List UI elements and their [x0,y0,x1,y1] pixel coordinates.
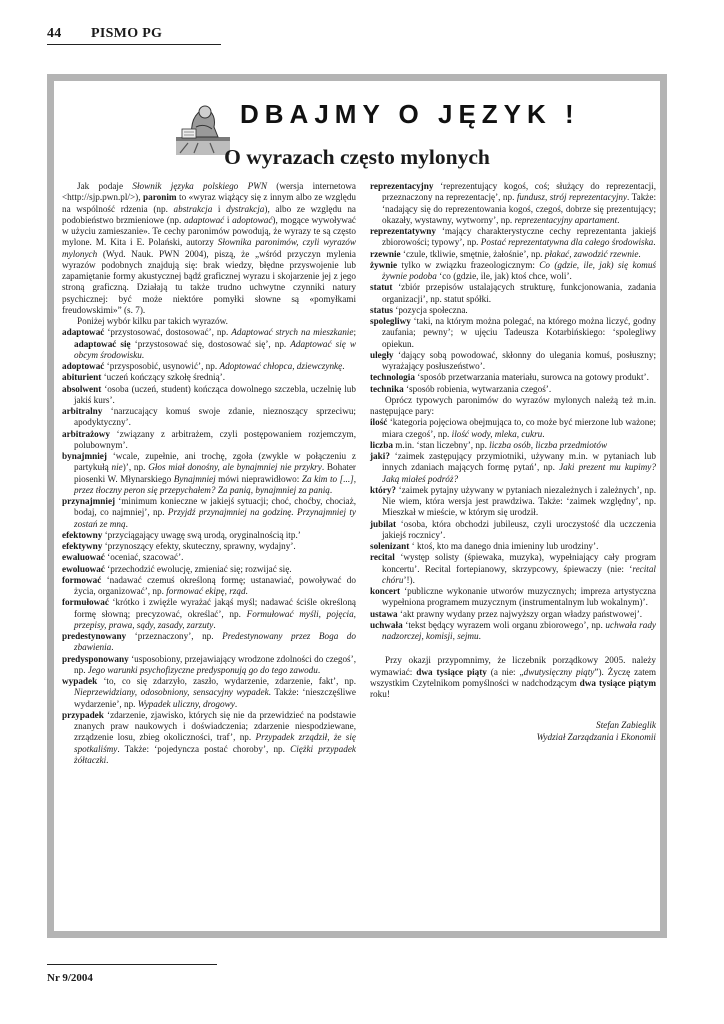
example-text: liczba osób, liczba przedmiotów [489,439,608,450]
example-text: Przypadek zrządził, że się spotkaliśmy [74,732,356,754]
text-run: ‘taki, na którym można polegać, na którego można liczyć, godny zaufania; pewny’; w ujęciu Tadeusza Kotarbińskiego: ‘spolegliwy opiekun. [382,316,656,349]
page-number: 44 [47,26,62,41]
text-run: ‘mający charakterystyczne cechy reprezentanta jakiejś zbiorowości; typowy’, np. [382,226,656,248]
text-run: Wydział Zarządzania i Ekonomii [536,731,656,742]
author-affiliation [370,732,656,743]
example-text: formować ekipę, rząd [166,586,246,596]
text-run: ‘minimum konieczne w jakiejś sytuacji; choć, choćby, chociaż, bodaj, co najmniej’, np. [74,496,356,518]
example-text: Słownika paronimów, czyli wyrazów mylonych [62,237,356,259]
text-run: Oprócz typowych paronimów do wyrazów mylonych należą też m.in. następujące pary: [370,394,656,416]
example-text: reprezentacyjny apartament [514,214,618,225]
page-header [47,26,221,42]
text-run: (Wyd. Nauk. PWN 2004), piszą, że „wśród przyczyn mylenia wyrazów podobnych znajdują się: brak wiedzy, błędne przyswojenie lub zapamiętanie formy akustycznej bądź graficznej wyrazu i skojarzenie jej z jego stroną graficzną. Działają tu także trudno uchwytne czynniki natury psychicznej: być może niektóre pomyłki słowne są «pomyłkami freudowskimi»” (s. 7). [62,248,356,315]
text-run: . [213,619,216,630]
text-run: . [542,428,545,439]
footer-rule [47,964,217,965]
definition-entry [62,575,356,598]
text-run: ‘dający sobą powodować, skłonny do ulegania komuś, posłuszny; wyrażający posłuszeństwo’. [382,349,656,371]
headword: paronim [143,192,177,203]
headword: adoptować [62,361,105,371]
headword: przypadek [62,709,104,720]
definition-entry [62,552,356,563]
text-run: . [125,518,128,529]
definition-entry [370,451,656,485]
text-run: ‘zdarzenie, zjawisko, których się nie da przewidzieć na podstawie znanych praw naukowych i doświadczenia; zdarzenie niespodziewane, zrządzenie losu, zbieg okoliczności, traf’, np. [74,709,356,743]
definition-entry [370,485,656,519]
text-run: ), albo ze względu na podobieństwo brzmieniowe (np. [62,203,356,225]
example-text: Predestynowany przez Boga do zbawienia [74,631,356,653]
text-run: (wersja internetowa <http://sjp.pwn.pl/>), [62,181,356,203]
definition-entry [62,384,356,407]
example-text: Słownik języka polskiego PWN [132,181,267,191]
definition-entry [370,316,656,350]
definition-entry [62,327,356,361]
text-run: . [141,349,145,360]
text-run: . [617,214,620,225]
text-run: ‘tekst będący wyrazem woli organu zbiorowego’, np. [402,619,606,630]
headword: status [370,304,393,315]
article-title: O wyrazach często mylonych [224,145,490,169]
headword: jaki? [370,451,390,461]
text-run: . [317,664,321,675]
headword: uchwała [370,619,403,630]
headword: efektywny [62,541,103,551]
headword: dwa tysiące piąty [416,666,487,677]
headword: statut [370,282,393,293]
text-run: ‘osoba, która obchodzi jubileusz, czyli uroczystość dla uczczenia jakiejś rocznicy’. [382,518,656,540]
text-run: ‘przysposobić, usynowić’, np. [104,361,220,371]
definition-entry [62,631,356,654]
text-run: . Także: ‘nadający się do reprezentowania kogoś, czegoś, dobrze się prezentujący; okazały, wystawny, wytworny’, np. [382,192,657,225]
text-run: ‘narzucający komuś swoje zdanie, nieznoszący sprzeciwu; apodyktyczny’. [74,406,356,428]
headword: uległy [370,349,394,360]
headword: który? [370,484,397,495]
headword: technika [370,383,404,394]
text-run: . [234,698,238,709]
example-text: Adaptować się w obcym środowisku [74,338,356,360]
text-run: ‘związany z arbitrażem, czyli postępowaniem rozjemczym, polubownym’. [74,428,356,450]
headword: recital [370,552,395,563]
left-text-column [62,181,356,766]
text-run: . [111,642,114,653]
definition-entry [370,620,656,643]
definition-entry [62,710,356,766]
definition-entry [370,541,656,552]
headword: predestynowany [62,631,127,641]
text-run: . [245,586,248,596]
definition-entry [62,496,356,530]
text-run: ‘co (gdzie, ile, jak) ktoś chce, woli’. [436,271,572,281]
headword: reprezentatywny [370,226,436,236]
headword: technologia [370,372,415,383]
headword: liczba [370,439,393,450]
text-run: ”). Życzę zatem wszystkim Czytelnikom pomyślności w nadchodzącym [370,666,657,688]
example-text: Formułować myśli, pojęcia, przepisy, prawa, sądy, zasady, zarzuty [74,608,356,630]
definition-entry [370,552,656,586]
definition-entry [370,305,656,316]
text-run: . [106,754,109,765]
headword: ilość [370,417,388,428]
text-run: ‘przechodzić ewolucję, zmieniać się; rozwijać się. [104,563,292,574]
text-run: ‘usposobiony, przejawiający wrodzone zdolności do czegoś’, np. [74,653,356,675]
journal-name: PISMO PG [91,26,163,41]
article-frame [47,74,667,938]
headword: formułować [62,597,109,608]
headword: koncert [370,586,401,596]
text-run: . [478,631,481,641]
text-run: ‘nadawać czemuś określoną formę; ustanawiać, powoływać do życia, organizować’, np. [74,574,356,596]
example-text: Bynajmniej [173,473,216,484]
headword: formować [62,574,102,585]
definition-entry [370,282,656,305]
text-run: ‘przeznaczony’, np. [126,631,223,641]
text-run: ‘reprezentujący kogoś, coś; służący do reprezentacji, przeznaczony na reprezentację’, np. [382,181,656,203]
text-run: )’, np. [122,462,149,473]
headword: ewaluować [62,552,105,563]
headword: arbitralny [62,406,103,416]
text-run: ‘zaimek pytajny używany w pytaniach niezależnych i zależnych’, np. Nie wiem, która wersja jest prawdziwa. Także: ‘zaimek względny’, np. Mieszkał w mieście, w którym się urodził. [382,484,656,518]
definition-entry [370,226,656,249]
definition-entry [62,597,356,631]
headword: adaptować [62,327,105,338]
headword: dwa tysiące piątym [579,677,656,688]
text-run: . Także: ‘nieszczęśliwe wydarzenie’, np. [74,687,356,709]
header-rule [47,44,221,45]
example-text: Ciężki przypadek żółtaczki [74,743,356,765]
text-run: . Także: ‘pojedyncza postać choroby’, np. [117,743,291,754]
example-text: fundusz, strój reprezentacyjny [516,192,628,203]
text-run: Poniżej wybór kilku par takich wyrazów. [77,316,228,326]
definition-entry [370,586,656,609]
text-run: mówi nieprawidłowo: [215,473,302,484]
text-run: ‘przystosować, dostosować’, np. [104,327,232,338]
text-run: Jak podaje [77,181,133,191]
text-run: ‘przynoszący efekty, skuteczny, sprawny, wydajny’. [102,541,296,551]
example-text: adoptować [232,214,273,225]
example-text: Adaptować strych na mieszkanie [231,327,354,338]
text-run: ‘występ solisty (śpiewaka, muzyka), wypełniający cały program koncertu’. Recital fortepianowy, skrzypcowy, śpiewaczy (nie: ‘ [382,552,656,574]
right-text-column [370,181,656,743]
example-text: abstrakcja [173,203,213,214]
example-text: Nieprzewidziany, odosobniony, sensacyjny wypadek [74,687,269,698]
example-text: płakać, zawodzić rzewnie [544,248,639,259]
definition-entry [62,564,356,575]
text-run: . [329,484,333,495]
text-run: ‘zaimek zastępujący przymiotniki, używany m.in. w pytaniach lub innych zdaniach mających formę pytań’, np. [382,451,656,473]
example-text: uchwała rady nadzorczej, komisji, sejmu [382,619,656,641]
text-run: ‘wcale, zupełnie, ani trochę, zgoła (zwykle w połączeniu z partykułą [74,451,356,473]
definition-entry [370,609,656,620]
headword: ewoluować [62,563,105,574]
author-name [370,720,656,731]
headword: przynajmniej [62,496,116,506]
text-run: ‘sposób przetwarzania materiału, surowca na gotowy produkt’. [414,372,649,383]
body-paragraph [62,181,356,316]
headword: solenizant [370,541,410,551]
headword: wypadek [62,676,98,686]
text-run: Stefan Zabieglik [596,720,656,731]
body-paragraph [62,316,356,327]
example-text: Jego warunki psychofizyczne predysponują go do tego zawodu [87,664,318,675]
headword: bynajmniej [62,451,107,461]
headword: predysponowany [62,653,129,664]
text-run: ‘sposób robienia, wytwarzania czegoś’. [403,383,552,394]
headword: jubilat [370,518,397,529]
example-text: dwutysięczny piąty [523,666,595,677]
text-run: ‘przystosować się, dostosować się’, np. [130,338,291,349]
text-run: ‘ ktoś, kto ma danego dnia imieniny lub urodziny’. [409,541,599,551]
example-text: Adoptować chłopca, dziewczynkę [219,361,343,371]
text-run: ‘krótko i zwięźle wyrażać jakąś myśl; nadawać ściśle określoną formę słowną; precyzować, określać’, np. [74,597,356,619]
example-text: Jaki prezent mu kupimy? Jaką miałeś podróż? [382,462,656,484]
headword: żywnie [370,259,398,270]
definition-entry [370,372,656,383]
section-headline: DBAJMY O JĘZYK ! [240,99,580,129]
text-run: ‘to, co się zdarzyło, zaszło, wydarzenie, zdarzenie, fakt’, np. [97,676,356,686]
text-run: ‘publiczne wykonanie utworów muzycznych; impreza artystyczna wypełniona programem muzycznym (instrumentalnym lub wokalnym)’. [382,586,656,608]
text-run: i [212,203,227,214]
definition-entry [62,429,356,452]
definition-entry [62,530,356,541]
definition-entry [370,350,656,373]
text-run: roku! [370,689,390,699]
headword: efektowny [62,529,103,540]
example-text: adaptować [183,214,225,225]
definition-entry [62,654,356,677]
definition-entry [62,372,356,383]
text-run: ‘akt prawny wydany przez najwyższy organ władzy państwowej’. [397,608,643,619]
definition-entry [62,361,356,372]
text-run: . Bohater piosenki W. Młynarskiego [74,462,356,484]
example-text: Głos miał donośny, ale bynajmniej nie przykry [148,462,322,473]
definition-entry [370,181,656,226]
example-text: nie [111,462,123,473]
example-text: Wypadek uliczny, drogowy [137,698,235,709]
definition-entry [62,406,356,429]
text-run: ’!). [403,574,415,585]
text-run: ‘czule, tkliwie, smętnie, żałośnie’, np. [400,248,545,259]
example-text: Co (gdzie, ile, jak) się komuś żywnie podoba [382,259,656,281]
body-paragraph [370,655,656,700]
example-text: recital chóru [382,563,656,585]
text-run: ‘przyciągający uwagę swą urodą, oryginalnością itp.’ [102,529,301,540]
text-run: ‘uczeń kończący szkołę średnią’. [101,372,226,383]
definition-entry [62,451,356,496]
body-paragraph [370,395,656,418]
example-text: dystrakcja [226,203,265,214]
headword: absolwent [62,383,102,394]
headword: abiturient [62,372,102,383]
definition-entry [370,249,656,260]
definition-entry [370,384,656,395]
issue-number: Nr 9/2004 [47,972,93,984]
text-run: . [638,248,641,259]
definition-entry [370,440,656,451]
headword: arbitrażowy [62,428,110,439]
text-run: (a nie: „ [486,666,524,677]
example-text: Za kim to [...], przez tłoczny peron się przepychałem? Za panią, bynajmniej za panią [74,473,356,495]
example-text: Postać reprezentatywna dla całego środowiska [480,237,654,248]
text-run: . [342,361,345,371]
headword: rzewnie [370,248,401,259]
text-run: ‘zbiór przepisów ustalających strukturę, funkcjonowania, zadania organizacji’, np. statut spółki. [382,282,656,304]
text-run: m.in. ‘stan liczebny’, np. [392,439,490,450]
definition-entry [62,676,356,710]
headword: adaptować się [74,338,131,349]
text-run: to «wyraz wiążący się z innym albo ze względu na wspólność rdzenia (np. [62,192,357,214]
text-run: ‘oceniać, szacować’. [104,552,184,563]
text-run: Przy okazji przypomnimy, że liczebnik porządkowy 2005. należy wymawiać: [370,655,656,677]
text-run: ‘kategoria pojęciowa obejmująca to, co może być mierzone lub ważone; miara czegoś’, np. [382,417,656,439]
text-run: ; [353,327,357,338]
headword: reprezentacyjny [370,181,434,191]
text-run: tylko w związku frazeologicznym: [397,259,540,270]
text-run: . [653,237,656,248]
definition-entry [370,417,656,440]
example-text: Przyjdź przynajmniej na godzinę. Przynajmniej ty zostań ze mną [74,507,356,529]
example-text: ilość wody, mleka, cukru [451,428,543,439]
definition-entry [370,260,656,283]
text-run: i [224,214,233,225]
headword: ustawa [370,608,398,619]
definition-entry [370,519,656,542]
headword: spolegliwy [370,316,411,326]
definition-entry [62,541,356,552]
text-run: ‘pozycja społeczna. [392,304,468,315]
text-run: ‘osoba (uczeń, student) kończąca dowolnego szczebla, uczelnię lub jakiś kurs’. [74,383,356,405]
text-run: ), mogące wywoływać w użyciu zamieszanie». Te cechy paronimów powodują, że wyrazy te są często mylone. M. Kita i E. Polański, autorzy [62,214,356,248]
